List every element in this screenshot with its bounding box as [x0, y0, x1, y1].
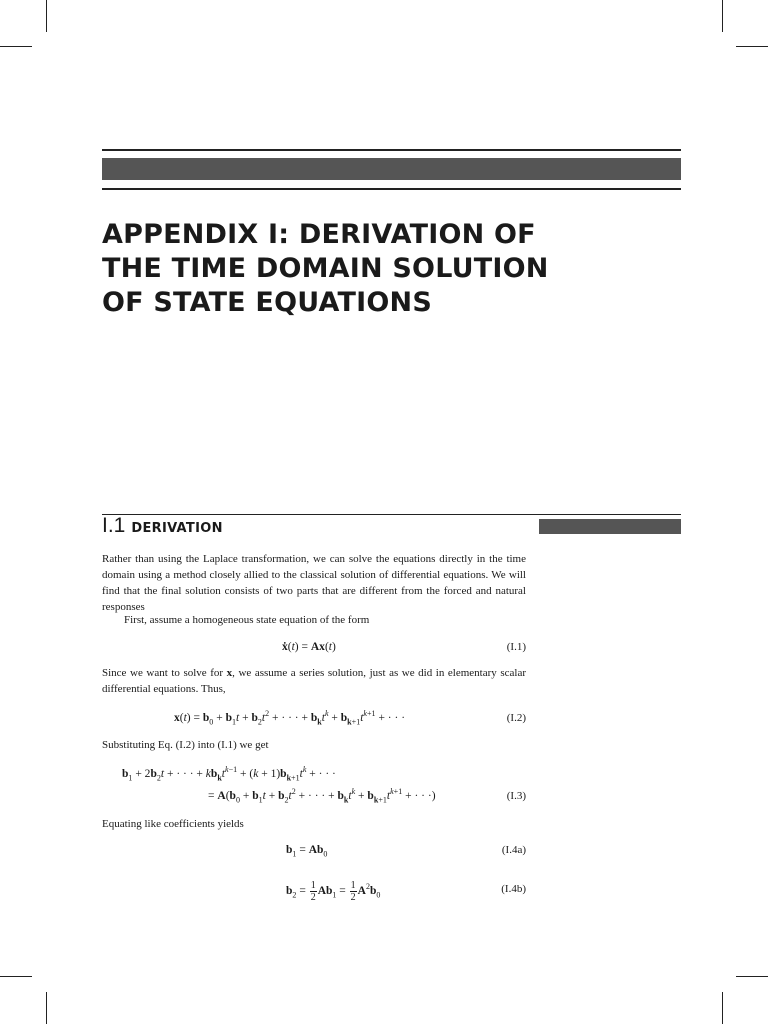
paragraph-text: , we assume a series solution, just as we did in elementary scalar differential equations. Thus, — [102, 667, 526, 695]
chapter-bar — [102, 158, 681, 180]
paragraph-substitute: Substituting Eq. (I.2) into (I.1) we get — [102, 739, 269, 751]
section-heading — [102, 514, 223, 538]
chapter-rule-top — [102, 149, 681, 151]
equation-i4a — [102, 840, 526, 860]
fraction: $\frac{1}{2}$ — [350, 879, 356, 903]
equation-number: (I.4b) — [501, 883, 526, 895]
equation-expression: $b_1 + 2b_2t$ + · · · + $kb_kt^{k-1} + (k + 1)b_{k+1}t^k$ + · · · — [122, 765, 336, 783]
crop-mark — [722, 0, 723, 32]
crop-mark — [46, 0, 47, 32]
section-bar — [539, 519, 681, 534]
equation-expression: $x(t) = b_0 + b_1t + b_2t^2$ + · · · + $b_kt^k + b_{k+1}t^{k+1}$ + · · · — [174, 709, 406, 727]
equation-i2 — [102, 708, 526, 728]
chapter-rule-bottom — [102, 188, 681, 190]
paragraph-assume: First, assume a homogeneous state equation of the form — [124, 614, 370, 626]
paragraph-text: Since we want to solve for — [102, 667, 227, 679]
equation-number: (I.4a) — [501, 844, 526, 856]
crop-mark — [0, 976, 32, 977]
equation-expression: = $A(b_0 + b_1t + b_2t^2$ + · · · + $b_kt^k + b_{k+1}t^{k+1}$ + · · ·) — [208, 787, 436, 805]
crop-mark — [46, 992, 47, 1024]
crop-mark — [736, 46, 768, 47]
equation-i4b — [102, 877, 526, 905]
section-number: I.1 — [102, 514, 126, 537]
equation-number: (I.3) — [506, 790, 526, 802]
crop-mark — [736, 976, 768, 977]
equation-number: (I.1) — [506, 641, 526, 653]
equation-expression: $b_2$ = $\frac{1}{2}$ $Ab_1$ = $\frac{1}{2}$ $A^2b_0$ — [286, 879, 381, 903]
paragraph-equating: Equating like coefficients yields — [102, 818, 244, 830]
section-title: DERIVATION — [131, 521, 223, 536]
paragraph-bold-text: x — [226, 667, 233, 679]
crop-mark — [722, 992, 723, 1024]
equation-expression: $b_1 = Ab_0$ — [286, 844, 328, 859]
paragraph-series — [102, 665, 526, 697]
paragraph-intro: Rather than using the Laplace transformation, we can solve the equations directly in the time domain using a method closely allied to the classical solution of differential equations. We will find that the final solution consists of two parts that are different from the forced and natural responses — [102, 553, 526, 613]
equation-i3-line1 — [102, 764, 526, 784]
equation-number: (I.2) — [506, 712, 526, 724]
chapter-title: APPENDIX I: DERIVATION OF THE TIME DOMAIN SOLUTION OF STATE EQUATIONS — [102, 219, 549, 318]
equation-expression: ẋ(t) = Ax(t) — [282, 641, 336, 653]
equation-i3-line2 — [102, 786, 526, 806]
crop-mark — [0, 46, 32, 47]
equation-i1 — [102, 637, 526, 657]
fraction: $\frac{1}{2}$ — [310, 879, 316, 903]
